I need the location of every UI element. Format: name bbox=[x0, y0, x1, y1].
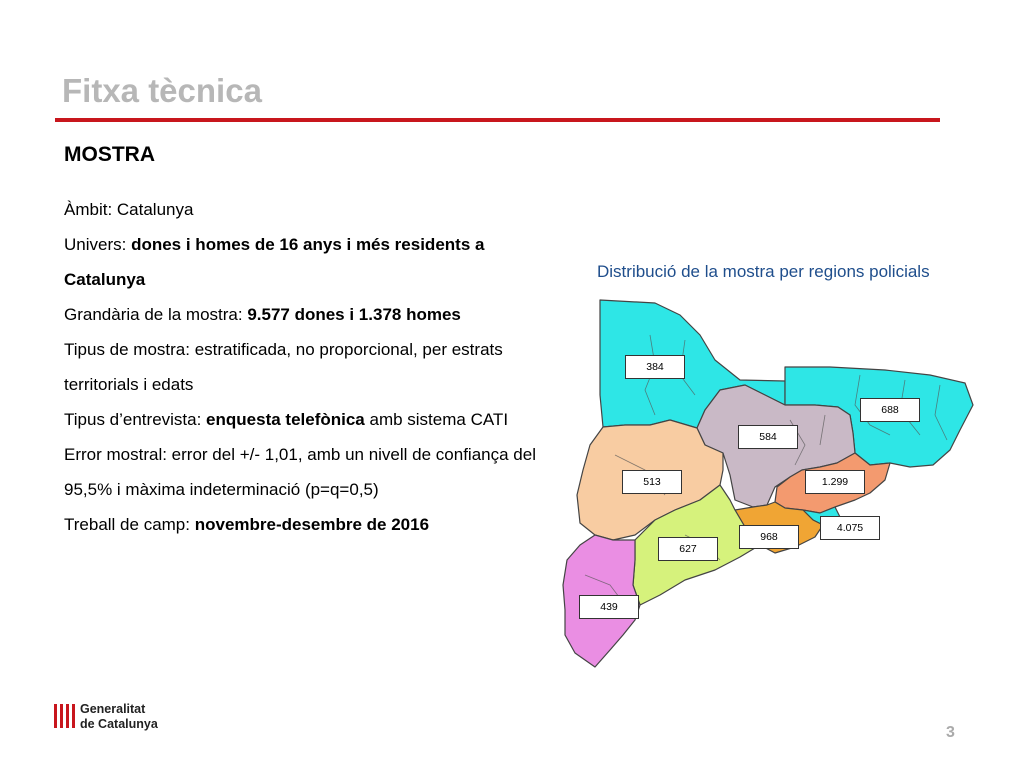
map-caption: Distribució de la mostra per regions policials bbox=[597, 262, 930, 281]
slide-title: Fitxa tècnica bbox=[62, 72, 262, 109]
generalitat-logo bbox=[52, 702, 76, 735]
region-label-627: 627 bbox=[658, 537, 718, 561]
generalitat-wordmark bbox=[80, 702, 158, 732]
region-label-968: 968 bbox=[739, 525, 799, 549]
entrevista-line: Tipus d’entrevista: enquesta telefònica amb sistema CATI bbox=[64, 410, 509, 429]
treball-line: Treball de camp: novembre-desembre de 2016 bbox=[64, 515, 430, 534]
treball-value: novembre-desembre de 2016 bbox=[194, 515, 430, 534]
univers-value: dones i homes de 16 anys i més residents a Catalunya bbox=[64, 235, 485, 289]
logo-stripe bbox=[60, 704, 63, 728]
section-heading: MOSTRA bbox=[64, 143, 155, 166]
univers-line: Univers: dones i homes de 16 anys i més residents a Catalunya bbox=[64, 235, 485, 289]
page-number: 3 bbox=[946, 724, 955, 741]
senyera-icon bbox=[52, 702, 76, 730]
grandaria-value: 9.577 dones i 1.378 homes bbox=[247, 305, 461, 324]
logo-stripe bbox=[54, 704, 57, 728]
logo-line-2: de Catalunya bbox=[80, 717, 158, 731]
tipus-mostra-line: Tipus de mostra: estratificada, no proporcional, per estrats territorials i edats bbox=[64, 340, 503, 394]
title-divider bbox=[55, 118, 940, 122]
region-label-384: 384 bbox=[625, 355, 685, 379]
logo-stripe bbox=[72, 704, 75, 728]
region-label-439: 439 bbox=[579, 595, 639, 619]
technical-details bbox=[64, 192, 564, 542]
region-label-688: 688 bbox=[860, 398, 920, 422]
police-regions-map bbox=[555, 295, 995, 675]
ambit-line: Àmbit: Catalunya bbox=[64, 200, 194, 219]
logo-stripe bbox=[66, 704, 69, 728]
logo-line-1: Generalitat bbox=[80, 702, 146, 716]
grandaria-line: Grandària de la mostra: 9.577 dones i 1.378 homes bbox=[64, 305, 461, 324]
region-label-513: 513 bbox=[622, 470, 682, 494]
error-line: Error mostral: error del +/- 1,01, amb un nivell de confiança del 95,5% i màxima indeterminació (p=q=0,5) bbox=[64, 445, 536, 499]
region-label-1299: 1.299 bbox=[805, 470, 865, 494]
region-label-4075: 4.075 bbox=[820, 516, 880, 540]
region-label-584: 584 bbox=[738, 425, 798, 449]
entrevista-value: enquesta telefònica bbox=[206, 410, 365, 429]
